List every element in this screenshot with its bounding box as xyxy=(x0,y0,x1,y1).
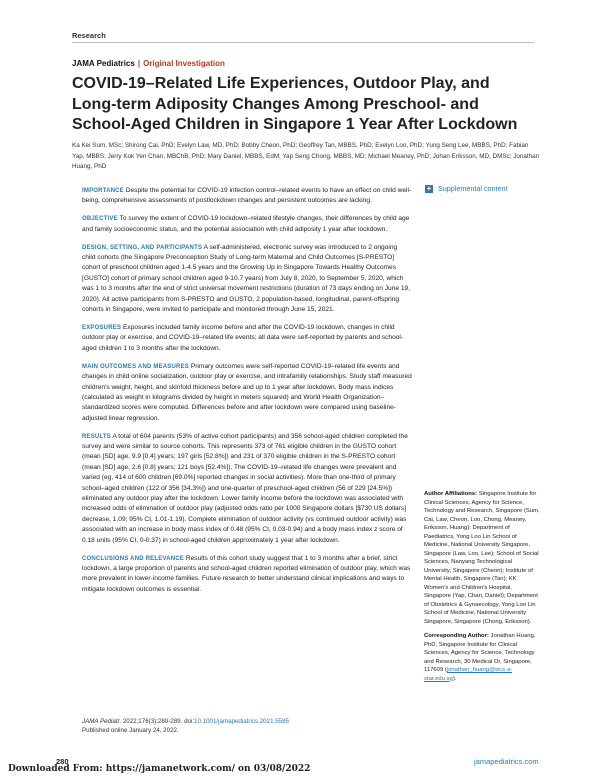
citation-details: 2022;176(3):280-289. doi: xyxy=(122,718,195,725)
affiliations-text: Singapore Institute for Clinical Sciences, Agency for Science, Technology and Research, Singapore (Sum, Cai, Law, Cheon, Loo, Chong, Meaney, Eriksson, Huang); Department of Paediatrics, Yong Loo Lin School of Medicine, National University Singapore, Singapore (Law, Loo, Lee); School of Social Sciences, Nanyang Technological University, Singapore (Cheon); Institute of Mental Health, Singapore (Tan); KK Women's and Children's Hospital, Singapore (Yap, Chan, Daniel); Department of Obstetrics & Gynaecology, Yong Loo Lin School of Medicine, National University Singapore, Singapore (Chong, Eriksson). xyxy=(424,491,540,625)
abstract-design xyxy=(82,243,412,316)
conclusions-text: Results of this cohort study suggest that 1 to 3 months after a brief, strict lockdown, a large proportion of parents and school-aged children reported elimination of outdoor play, which was more prevalent in lower-income families. Future research to better understand clinical implications and ways to mitigate lockdown outcomes is essential. xyxy=(82,554,411,593)
citation xyxy=(82,717,412,735)
corresponding-email-link[interactable]: jonathan_huang@sics.a-star.edu.sg xyxy=(424,667,513,682)
section-label: Research xyxy=(72,31,106,40)
abstract-results xyxy=(82,432,412,546)
abstract-conclusions xyxy=(82,554,412,596)
outcomes-heading: MAIN OUTCOMES AND MEASURES xyxy=(82,363,189,370)
importance-heading: IMPORTANCE xyxy=(82,188,124,194)
exposures-text: Exposures included family income before and after the COVID-19 lockdown, changes in child outdoor play or exercise, and COVID-19–related life events; all data were self-reported by parents and school-aged children 1 to 3 months after the lockdown. xyxy=(82,323,404,352)
article-title: COVID-19–Related Life Experiences, Outdoor Play, and Long-term Adiposity Changes Among Preschool- and School-Aged Children in Singapore 1 Year After Lockdown xyxy=(72,75,518,133)
abstract-outcomes xyxy=(82,362,412,424)
corresponding-author xyxy=(424,632,540,683)
journal-name: JAMA Pediatrics xyxy=(72,59,135,68)
affiliations-column xyxy=(424,490,540,689)
abstract-objective xyxy=(82,214,412,235)
importance-text: Despite the potential for COVID-19 infection control–related events to have an effect on child well-being, comprehensive assessments of postlockdown changes and persistent outcomes are lacking. xyxy=(82,187,412,205)
conclusions-heading: CONCLUSIONS AND RELEVANCE xyxy=(82,555,185,562)
objective-heading: OBJECTIVE xyxy=(82,216,118,223)
outcomes-text: Primary outcomes were self-reported COVID-19–related life events and changes in child online socialization, outdoor play or exercise, and intrafamily relationships. Study staff measured children's weight, height, and skinfold thickness before and up to 1 year after lockdown. Body mass indices (calculated as weight in kilograms divided by height in meters squared) and World Health Organization–standardized scores were computed. Differences before and after lockdown were compared using baseline-adjusted linear regression. xyxy=(82,362,412,422)
results-text: A total of 604 parents (53% of active cohort participants) and 356 school-aged children completed the survey and were similar to source cohorts. This represents 373 of 761 eligible children in the GUSTO cohort (mean [SD] age, 9.9 [0.4] years; 197 girls [52.8%]) and 231 of 370 eligible children in the S-PRESTO cohort (mean [SD] age, 2.6 [0.8] years; 121 boys [52.4%]). The COVID-19–related life changes were prevalent and varied (eg, 414 of 600 children [69.0%] reported changes in social activities). More than one-third of primary school–aged children (122 of 356 [34.3%]) and one-quarter of preschool-aged children (56 of 229 [24.5%]) eliminated any outdoor play after the lockdown. Lower family income before the lockdown was associated with increased odds of elimination of outdoor play (adjusted odds ratio per 1000 Singapore dollars [$730 US dollars] decrease, 1.09; 95% CI, 1.01-1.19). Complete elimination of outdoor activity (vs continued outdoor activity) was associated with an increase in body mass index of 0.48 (95% CI, 0.03-0.94) and a body mass index z score of 0.18 units (95% CI, 0-0.37) in school-aged children approximately 1 year after lockdown. xyxy=(82,432,408,544)
corresponding-heading: Corresponding Author: xyxy=(424,633,489,639)
design-heading: DESIGN, SETTING, AND PARTICIPANTS xyxy=(82,244,203,251)
author-list: Ka Kei Sum, MSc; Shirong Cai, PhD; Evelyn Law, MD, PhD; Bobby Cheon, PhD; Geoffrey Tan, MBBS, PhD; Evelyn Loo, PhD; Yung Seng Lee, MBBS, PhD; Fabian Yap, MBBS; Jerry Kok Yen Chan, MBChB, PhD; Mary Daniel, MBBS, EdM; Yap Seng Chong, MBBS, MD; Michael Meaney, PhD; Johan Eriksson, MD, DMSc; Jonathan Huang, PhD xyxy=(72,142,540,170)
page-number: 280 xyxy=(56,757,69,766)
affiliations-heading: Author Affiliations: xyxy=(424,491,478,497)
abstract-importance xyxy=(82,186,412,207)
journal-site-link[interactable]: jamapediatrics.com xyxy=(474,757,539,766)
abstract-exposures xyxy=(82,323,412,354)
results-heading: RESULTS xyxy=(82,433,111,440)
supplemental-content-label: Supplemental content xyxy=(438,184,508,193)
plus-icon: + xyxy=(426,183,432,193)
citation-doi-link[interactable]: 10.1001/jamapediatrics.2021.5585 xyxy=(194,718,289,725)
citation-line xyxy=(82,717,412,726)
download-notice: Downloaded From: https://jamanetwork.com/ on 03/08/2022 xyxy=(8,764,311,774)
citation-published: Published online January 24, 2022. xyxy=(82,727,179,734)
header-divider xyxy=(72,42,534,43)
author-affiliations xyxy=(424,490,540,626)
corresponding-close: ). xyxy=(452,675,457,682)
design-text: A self-administered, electronic survey was introduced to 2 ongoing child cohorts (the Singapore Preconception Study of Long-term Maternal and Child Outcomes [S-PRESTO] cohort of preschool children aged 1-4.5 years and the Growing Up in Singapore Towards Healthy Outcomes [GUSTO] cohort of primary school children aged 9-10.7 years) from July 8, 2020, to September 5, 2020, which was 1 to 3 months after the end of strict universal movement restrictions (duration of 73 days ending on June 19, 2020). All active participants from S-PRESTO and GUSTO, 2 population-based, longitudinal, parent-offspring cohorts in Singapore, were invited to participate and monitored through June 15, 2021. xyxy=(82,243,411,314)
journal-separator: | xyxy=(137,59,141,68)
citation-journal: JAMA Pediatr. xyxy=(82,718,122,725)
corresponding-text: Jonathan Huang, PhD, Singapore Institute for Clinical Sciences, Agency for Science, Technology and Research, 30 Medical Dr, Singapore, 117609 ( xyxy=(424,633,536,673)
supplemental-content-link[interactable] xyxy=(425,184,508,193)
abstract xyxy=(82,186,412,603)
article-type: Original Investigation xyxy=(143,59,225,68)
objective-text: To survey the extent of COVID-19 lockdown–related lifestyle changes, their differences by child age and family socioeconomic status, and the potential association with child adiposity 1 year after lockdown. xyxy=(82,215,410,233)
exposures-heading: EXPOSURES xyxy=(82,324,122,331)
journal-line xyxy=(72,59,225,68)
